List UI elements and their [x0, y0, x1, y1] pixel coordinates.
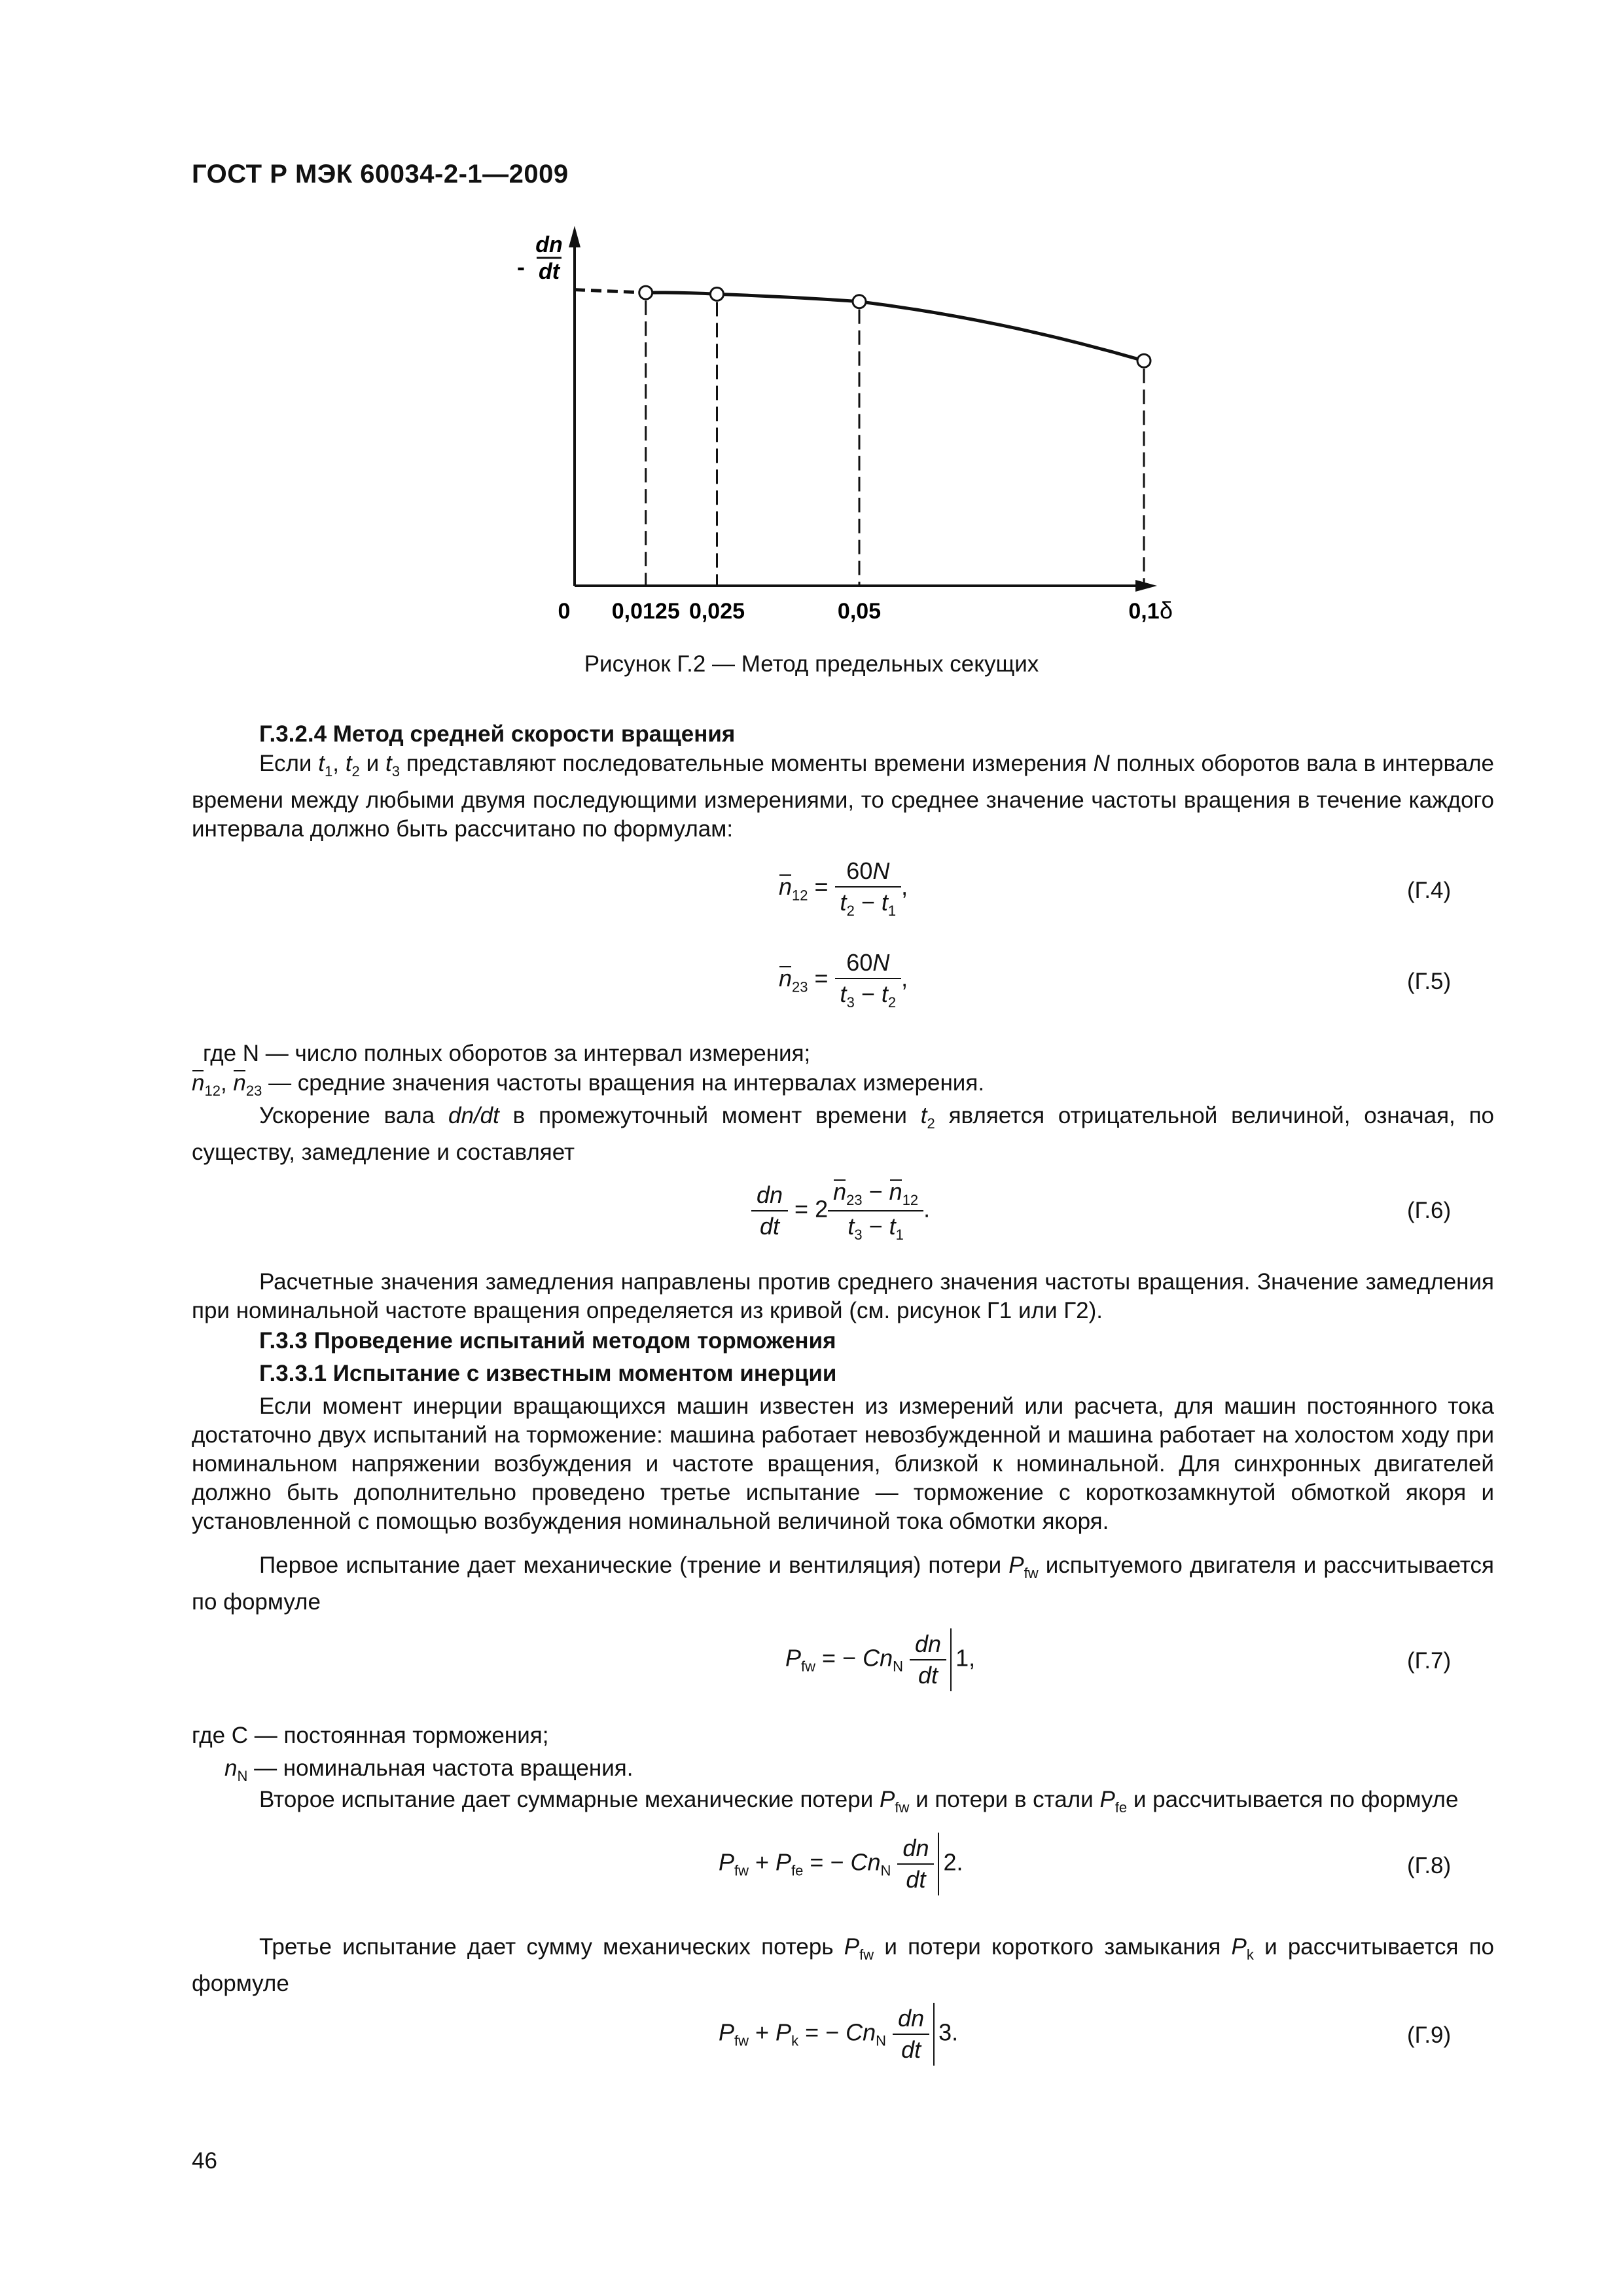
section-heading-g331: Г.3.3.1 Испытание с известным моментом инерции	[259, 1361, 837, 1386]
svg-text:-: -	[517, 253, 525, 280]
equation-g6: $\frac{dn}{dt}$ = 2 $\frac{n_{23} - n_{12}}{t_3 - t_1}$ .	[751, 1178, 930, 1244]
where-nn: $n_N$ — номинальная частота вращения.	[224, 1755, 633, 1784]
series-curve	[646, 293, 1144, 361]
where-n-avg: $n_{12}$, $n_{23}$ — средние значения частоты вращения на интервалах измерения.	[192, 1070, 985, 1099]
paragraph-g331: Если момент инерции вращающихся машин известен из измерений или расчета, для машин постоянного тока достаточно двух испытаний на торможение: машина работает невозбужденной и машина работает на холостом ходу при номинальном напряжении возбуждения и частоте вращения, близкой к номинальной. Для синхронных двигателей должно быть дополнительно проведено третье испытание — торможение с короткозамкнутой обмоткой якоря и установленной с помощью возбуждения номинальной величиной тока обмотки якоря.	[192, 1393, 1494, 1534]
y-axis-arrow	[569, 226, 580, 247]
section-heading-g33: Г.3.3 Проведение испытаний методом торможения	[259, 1328, 836, 1354]
page-number: 46	[192, 2148, 217, 2174]
data-point-0	[639, 286, 652, 299]
equation-number-g8: (Г.8)	[1407, 1853, 1452, 1878]
equation-g7: $P_{fw}$ = − $Cn_N$ $\frac{dn}{dt}$ 1,	[785, 1628, 975, 1691]
data-point-2	[853, 295, 866, 308]
document-header: ГОСТ Р МЭК 60034-2-1—2009	[192, 160, 569, 188]
where-c: где C — постоянная торможения;	[192, 1723, 549, 1748]
x-axis-arrow	[1135, 580, 1157, 592]
equation-g8: $P_{fw} + P_{fe}$ = − $Cn_N$ $\frac{dn}{dt}$ 2.	[719, 1833, 963, 1895]
x-tick-label-2: 0,025	[688, 599, 745, 624]
y-axis-label-numerator: dn	[535, 232, 563, 257]
equation-number-g9: (Г.9)	[1407, 2022, 1452, 2048]
section-heading-g324: Г.3.2.4 Метод средней скорости вращения	[259, 721, 736, 747]
figure-caption: Рисунок Г.2 — Метод предельных секущих	[584, 651, 1039, 677]
y-axis-label	[517, 232, 563, 284]
x-axis-label: δ	[1160, 597, 1173, 624]
where-n: где N — число полных оборотов за интервал измерения;	[203, 1041, 811, 1066]
data-point-3	[1137, 354, 1150, 367]
equation-g9: $P_{fw} + P_k$ = − $Cn_N$ $\frac{dn}{dt}$ 3.	[719, 2003, 958, 2066]
equation-g4: $n_{12}$ = $\frac{60N}{t_2 - t_1}$ ,	[779, 857, 908, 920]
paragraph-g324: Если $t_1$, $t_2$ и $t_3$ представляют последовательные моменты времени измерения N полных оборотов вала в интервале времени между любыми двумя последующими измерениями, то среднее значение частоты вращения в течение каждого интервала должно быть рассчитано по формулам:	[192, 751, 1495, 842]
x-tick-label-0: 0	[558, 599, 571, 624]
paragraph-second-test: Второе испытание дает суммарные механические потери $P_{fw}$ и потери в стали $P_{fe}$ и рассчитывается по формуле	[259, 1787, 1459, 1816]
x-tick-label-1: 0,0125	[611, 599, 680, 624]
dashed-start-segment	[575, 290, 646, 293]
equation-number-g6: (Г.6)	[1407, 1198, 1452, 1223]
figure-limit-secants	[0, 0, 1623, 720]
paragraph-first-test: Первое испытание дает механические (трение и вентиляция) потери $P_{fw}$ испытуемого двигателя и рассчитывается по формуле	[192, 1552, 1494, 1615]
equation-number-g4: (Г.4)	[1407, 878, 1452, 903]
y-axis-label-denominator: dt	[538, 259, 560, 284]
equation-number-g7: (Г.7)	[1407, 1648, 1452, 1674]
paragraph-calc: Расчетные значения замедления направлены против среднего значения частоты вращения. Значение замедления при номинальной частоте вращения определяется из кривой (см. рисунок Г1 или Г2).	[192, 1269, 1494, 1323]
paragraph-third-test: Третье испытание дает сумму механических потерь $P_{fw}$ и потери короткого замыкания $P_k$ и рассчитывается по формуле	[192, 1934, 1495, 1996]
equation-number-g5: (Г.5)	[1407, 969, 1452, 994]
equation-g5: $n_{23}$ = $\frac{60N}{t_3 - t_2}$ ,	[779, 949, 908, 1011]
x-tick-label-4: 0,1	[1128, 599, 1160, 624]
paragraph-accel: Ускорение вала dn/dt в промежуточный момент времени $t_2$ является отрицательной величиной, означая, по существу, замедление и составляет	[192, 1103, 1494, 1165]
x-tick-label-3: 0,05	[837, 599, 882, 624]
data-point-1	[711, 287, 724, 300]
